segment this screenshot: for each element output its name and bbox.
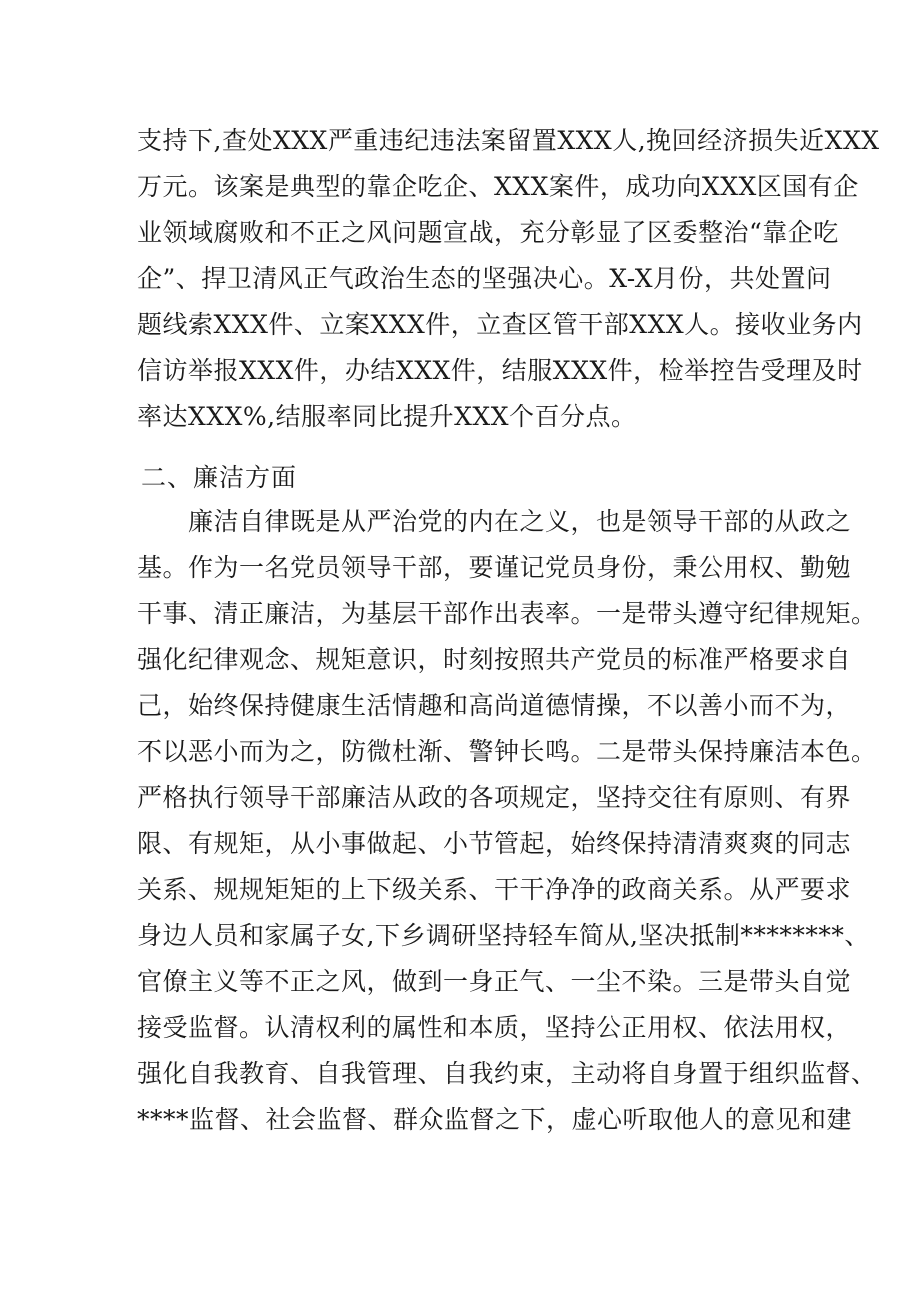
paragraph2-line-1: 廉洁自律既是从严治党的内在之义，也是领导干部的从政之	[137, 507, 852, 536]
paragraph1-line-3: 业领域腐败和不正之风问题宣战，充分彰显了区委整治“靠企吃	[137, 218, 839, 247]
paragraph1-line-6: 信访举报XXX件，办结XXX件，结服XXX件，检举控告受理及时	[137, 356, 863, 385]
paragraph2-line-7: 严格执行领导干部廉洁从政的各项规定，坚持交往有原则、有界	[137, 783, 852, 812]
paragraph1-line-4: 企”、捍卫清风正气政治生态的坚强决心。X-X月份，共处置问	[137, 264, 832, 293]
paragraph2-line-2: 基。作为一名党员领导干部，要谨记党员身份，秉公用权、勤勉	[137, 553, 852, 582]
paragraph2-line-5: 己，始终保持健康生活情趣和高尚道德情操，不以善小而不为，	[137, 691, 852, 720]
paragraph2-line-12: 接受监督。认清权利的属性和本质，坚持公正用权、依法用权，	[137, 1013, 852, 1042]
section-heading: 二、廉洁方面	[141, 463, 298, 492]
paragraph2-line-3: 干事、清正廉洁，为基层干部作出表率。一是带头遵守纪律规矩。	[137, 599, 877, 628]
paragraph2-line-8: 限、有规矩，从小事做起、小节管起，始终保持清清爽爽的同志	[137, 829, 852, 858]
paragraph1-line-1: 支持下,查处XXX严重违纪违法案留置XXX人,挽回经济损失近XXX	[137, 126, 880, 155]
paragraph2-line-10: 身边人员和家属子女,下乡调研坚持轻车简从,坚决抵制********、	[137, 921, 870, 950]
paragraph1-line-5: 题线索XXX件、立案XXX件，立查区管干部XXX人。接收业务内	[137, 310, 863, 339]
paragraph2-line-13: 强化自我教育、自我管理、自我约束，主动将自身置于组织监督、	[137, 1059, 877, 1088]
paragraph1-line-7: 率达XXX%,结服率同比提升XXX个百分点。	[137, 402, 637, 431]
paragraph2-line-14: ****监督、社会监督、群众监督之下，虚心听取他人的意见和建	[137, 1105, 853, 1134]
paragraph1-line-2: 万元。该案是典型的靠企吃企、XXX案件，成功向XXX区国有企	[137, 172, 859, 201]
paragraph2-line-6: 不以恶小而为之，防微杜渐、警钟长鸣。二是带头保持廉洁本色。	[137, 737, 877, 766]
paragraph2-line-4: 强化纪律观念、规矩意识，时刻按照共产党员的标准严格要求自	[137, 645, 852, 674]
paragraph2-line-11: 官僚主义等不正之风，做到一身正气、一尘不染。三是带头自觉	[137, 967, 852, 996]
paragraph2-line-9: 关系、规规矩矩的上下级关系、干干净净的政商关系。从严要求	[137, 875, 852, 904]
